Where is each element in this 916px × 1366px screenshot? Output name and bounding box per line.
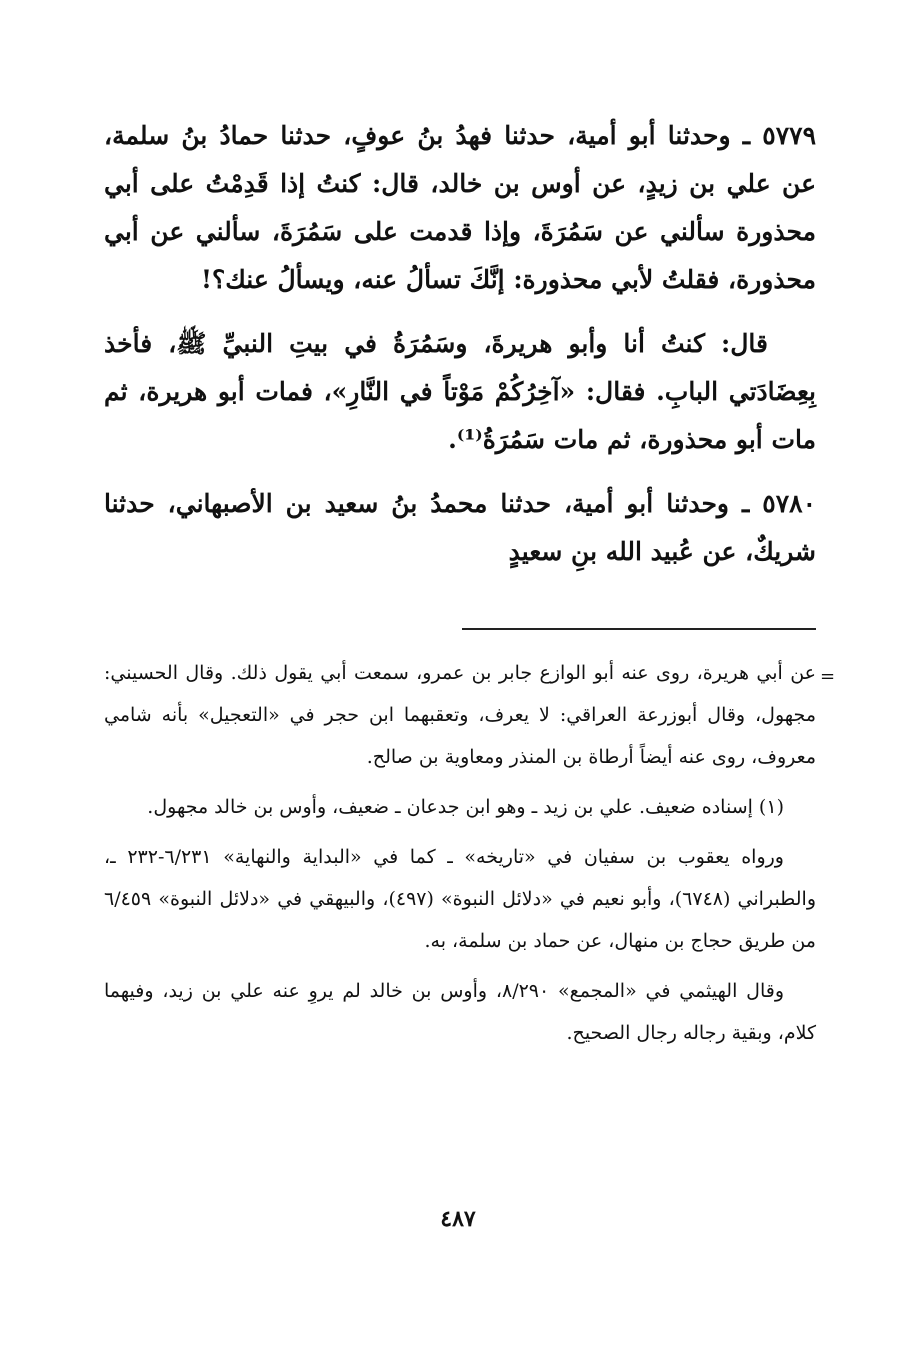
footnote-1: (١) إسناده ضعيف. علي بن زيد ـ وهو ابن جدعان ـ ضعيف، وأوس بن خالد مجهول. xyxy=(147,796,784,818)
hadith-5779-paragraph-1: ٥٧٧٩ ـ وحدثنا أبو أمية، حدثنا فهدُ بنُ عوفٍ، حدثنا حمادُ بنُ سلمة، عن علي بن زيدٍ، عن أوس بن خالد، قال: كنتُ إذا قَدِمْتُ على أبي محذورة سألني عن سَمُرَةَ، وإذا قدمت على سَمُرَةَ، سألني عن أبي محذورة، فقلتُ لأبي محذورة: إنَّكَ تسألُ عنه، ويسألُ عنك؟! xyxy=(104,121,816,294)
footnote-continuation-mark: = xyxy=(820,666,836,687)
footnote-continued-text: عن أبي هريرة، روى عنه أبو الوازع جابر بن عمرو، سمعت أبي يقول ذلك. وقال الحسيني: مجهول، وقال أبوزرعة العراقي: لا يعرف، وتعقبهما ابن حجر في «التعجيل» بأنه شامي معروف، روى عنه أيضاً أرطاة بن المنذر ومعاوية بن صالح. xyxy=(104,662,816,768)
hadith-5780-paragraph: ٥٧٨٠ ـ وحدثنا أبو أمية، حدثنا محمدُ بنُ سعيد بن الأصبهاني، حدثنا شريكٌ، عن عُبيد الله بنِ سعيدٍ xyxy=(104,489,816,566)
page-number: ٤٨٧ xyxy=(440,1206,476,1232)
footnote-1-paragraph-2: ورواه يعقوب بن سفيان في «تاريخه» ـ كما في «البداية والنهاية» ٦/٢٣١-٢٣٢ ـ، والطبراني (٦٧٤٨)، وأبو نعيم في «دلائل النبوة» (٤٩٧)، والبيهقي في «دلائل النبوة» ٦/٤٥٩ من طريق حجاج بن منهال، عن حماد بن سلمة، به. xyxy=(104,846,817,952)
footnote-divider xyxy=(462,628,816,630)
footnotes xyxy=(104,652,816,1062)
hadith-5779-paragraph-2: قال: كنتُ أنا وأبو هريرةَ، وسَمُرَةُ في بيتِ النبيِّ ﷺ، فأخذ بِعِضَادَتي البابِ. فقال: «آخِرُكُمْ مَوْتاً في النَّارِ»، فمات أبو هريرة، ثم مات أبو محذورة، ثم مات سَمُرَةُ⁽¹⁾. xyxy=(104,329,816,454)
footnote-1-paragraph-3: وقال الهيثمي في «المجمع» ٨/٢٩٠، وأوس بن خالد لم يروِ عنه علي بن زيد، وفيهما كلام، وبقية رجاله رجال الصحيح. xyxy=(104,980,816,1044)
main-text xyxy=(104,112,816,592)
